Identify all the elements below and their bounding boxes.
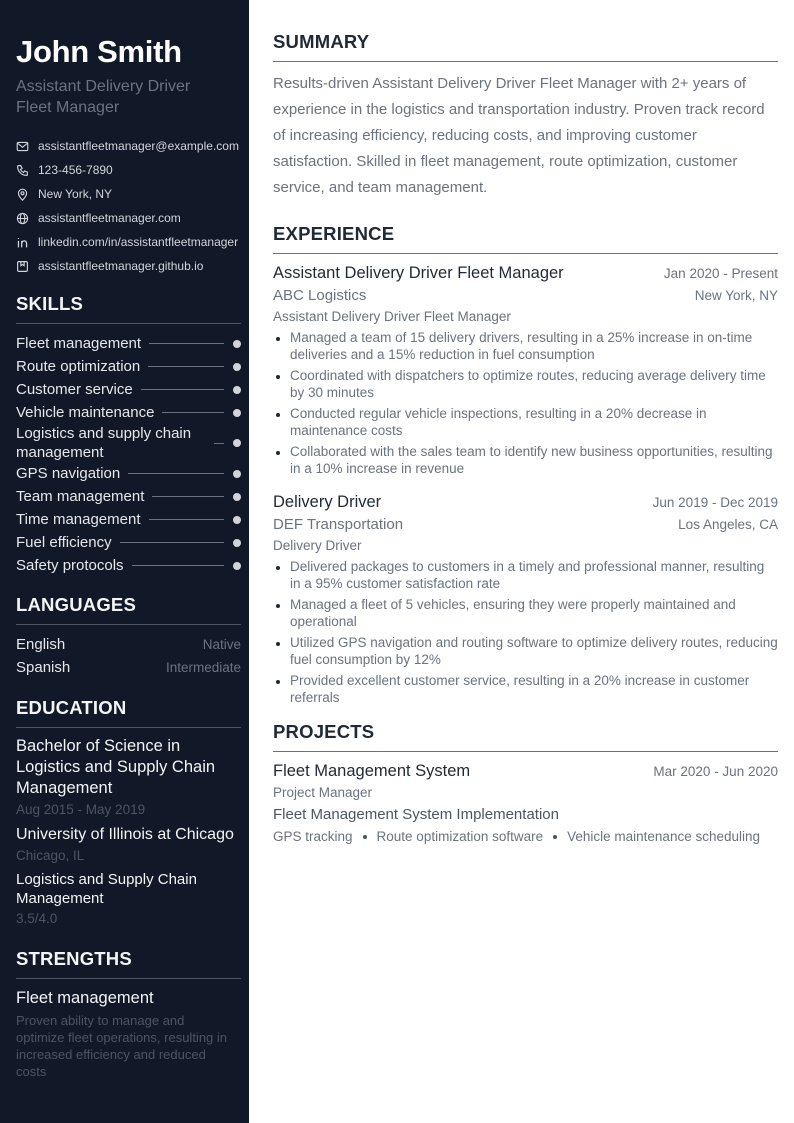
project-title: Fleet Management System (273, 762, 471, 780)
summary-heading: SUMMARY (273, 30, 778, 62)
project-description: Fleet Management System Implementation (273, 806, 559, 823)
contact-email[interactable] (16, 134, 241, 158)
email-icon (16, 140, 29, 153)
contact-email-text: assistantfleetmanager@example.com (38, 139, 239, 153)
skill-label: Time management (16, 511, 141, 528)
contact-linkedin-text: linkedin.com/in/assistantfleetmanager (38, 235, 239, 249)
skill-divider (214, 443, 224, 444)
job-entry (273, 491, 778, 706)
job-bullet: Conducted regular vehicle inspections, resulting in a 20% decrease in maintenance costs (273, 405, 778, 439)
skill-divider (152, 496, 224, 497)
skill-label: Customer service (16, 381, 133, 398)
project-tag: Vehicle maintenance scheduling (567, 829, 761, 844)
skill-divider (132, 565, 224, 566)
job-title: Delivery Driver (273, 493, 382, 511)
skill-level-dot (233, 439, 241, 447)
tag-separator (553, 835, 557, 839)
job-bullet: Utilized GPS navigation and routing software to optimize delivery routes, reducing fuel consumption by 12% (273, 634, 778, 668)
job-bullet: Delivered packages to customers in a timely and professional manner, resulting in a 95% customer satisfaction rate (273, 558, 778, 592)
job-entry (273, 262, 778, 477)
skill-level-dot (233, 470, 241, 478)
candidate-name: John Smith (16, 34, 182, 69)
skill-level-dot (233, 562, 241, 570)
skill-item (16, 508, 241, 531)
summary-text: Results-driven Assistant Delivery Driver Fleet Manager with 2+ years of experience in the logistics and transportation industry. Proven track record of increasing efficiency, reducing costs, and improving customer satisfaction. Skilled in fleet management, route optimization, customer service, and team management. (273, 75, 765, 196)
skill-item (16, 554, 241, 577)
skill-divider (162, 412, 224, 413)
education-major: Logistics and Supply Chain Management (16, 871, 197, 907)
skill-item (16, 485, 241, 508)
job-bullet: Managed a team of 15 delivery drivers, resulting in a 25% increase in on-time deliveries and a 15% reduction in fuel consumption (273, 329, 778, 363)
contact-linkedin[interactable] (16, 230, 241, 254)
skill-label: Team management (16, 488, 145, 505)
language-list (16, 633, 241, 679)
skill-label: Vehicle maintenance (16, 404, 155, 421)
job-bullet: Coordinated with dispatchers to optimize routes, reducing average delivery time by 30 minutes (273, 367, 778, 401)
skill-divider (141, 389, 224, 390)
job-bullets (273, 329, 778, 477)
skill-divider (128, 473, 224, 474)
languages-heading: LANGUAGES (16, 593, 241, 625)
project-tag: Route optimization software (376, 829, 544, 844)
contact-phone[interactable] (16, 158, 241, 182)
tag-separator (363, 835, 367, 839)
skill-label: Safety protocols (16, 557, 124, 574)
job-bullet: Managed a fleet of 5 vehicles, ensuring they were properly maintained and operational (273, 596, 778, 630)
linkedin-icon (16, 236, 29, 249)
sidebar (0, 0, 249, 1123)
job-dates: Jun 2019 - Dec 2019 (652, 495, 778, 510)
skill-level-dot (233, 539, 241, 547)
skill-list (16, 332, 241, 577)
skill-item (16, 401, 241, 424)
strength-title: Fleet management (16, 989, 154, 1007)
skills-heading: SKILLS (16, 292, 241, 324)
skill-level-dot (233, 363, 241, 371)
language-name: Spanish (16, 659, 71, 676)
job-bullet: Collaborated with the sales team to identify new business opportunities, resulting in a 10% increase in revenue (273, 443, 778, 477)
job-dates: Jan 2020 - Present (663, 266, 778, 281)
strengths-heading: STRENGTHS (16, 947, 241, 979)
github-icon (16, 260, 29, 273)
contact-github-text: assistantfleetmanager.github.io (38, 259, 204, 273)
language-item (16, 656, 241, 679)
contact-location-text: New York, NY (38, 187, 113, 201)
contact-phone-text: 123-456-7890 (38, 163, 113, 177)
job-bullets (273, 558, 778, 706)
candidate-role: Assistant Delivery Driver Fleet Manager (16, 78, 191, 116)
language-level: Native (202, 637, 241, 652)
skill-label: Fleet management (16, 335, 142, 352)
skill-level-dot (233, 409, 241, 417)
education-entry (16, 736, 241, 928)
experience-heading: EXPERIENCE (273, 222, 778, 254)
contact-location (16, 182, 241, 206)
contact-website[interactable] (16, 206, 241, 230)
job-location: Los Angeles, CA (678, 517, 778, 532)
language-name: English (16, 636, 66, 653)
skill-label: Logistics and supply chain management (16, 425, 192, 461)
language-level: Intermediate (165, 660, 241, 675)
skill-label: Route optimization (16, 358, 141, 375)
skill-item (16, 424, 241, 462)
job-location: New York, NY (694, 288, 778, 303)
projects-heading: PROJECTS (273, 720, 778, 752)
project-role: Project Manager (273, 785, 373, 800)
skill-item (16, 531, 241, 554)
job-company: DEF Transportation (273, 516, 404, 533)
project-tags (273, 828, 778, 846)
skill-item (16, 462, 241, 485)
project-entry (273, 760, 778, 846)
job-title: Assistant Delivery Driver Fleet Manager (273, 264, 564, 282)
location-icon (16, 188, 29, 201)
job-subtitle: Delivery Driver (273, 538, 362, 553)
job-company: ABC Logistics (273, 287, 367, 304)
job-subtitle: Assistant Delivery Driver Fleet Manager (273, 309, 511, 324)
language-item (16, 633, 241, 656)
skill-item (16, 355, 241, 378)
education-institution: University of Illinois at Chicago (16, 826, 234, 843)
main-content (273, 0, 778, 846)
education-degree: Bachelor of Science in Logistics and Supply Chain Management (16, 737, 216, 797)
education-dates: Aug 2015 - May 2019 (16, 802, 146, 817)
project-tag: GPS tracking (273, 829, 353, 844)
education-heading: EDUCATION (16, 696, 241, 728)
skill-label: Fuel efficiency (16, 534, 112, 551)
skill-divider (149, 343, 224, 344)
skill-level-dot (233, 386, 241, 394)
skill-level-dot (233, 493, 241, 501)
skill-divider (120, 542, 224, 543)
contact-list (16, 134, 241, 278)
contact-website-text: assistantfleetmanager.com (38, 211, 181, 225)
strength-description: Proven ability to manage and optimize fleet operations, resulting in increased efficiency and reduced costs (16, 1013, 228, 1079)
skill-label: GPS navigation (16, 465, 121, 482)
phone-icon (16, 164, 29, 177)
job-bullet: Provided excellent customer service, resulting in a 20% increase in customer referrals (273, 672, 778, 706)
skill-divider (148, 366, 224, 367)
project-dates: Mar 2020 - Jun 2020 (653, 764, 778, 779)
skill-divider (149, 519, 225, 520)
education-gpa: 3.5/4.0 (16, 911, 58, 926)
contact-github[interactable] (16, 254, 241, 278)
skill-item (16, 378, 241, 401)
globe-icon (16, 212, 29, 225)
skill-item (16, 332, 241, 355)
education-location: Chicago, IL (16, 848, 85, 863)
skill-level-dot (233, 516, 241, 524)
skill-level-dot (233, 340, 241, 348)
strength-entry (16, 988, 241, 1080)
